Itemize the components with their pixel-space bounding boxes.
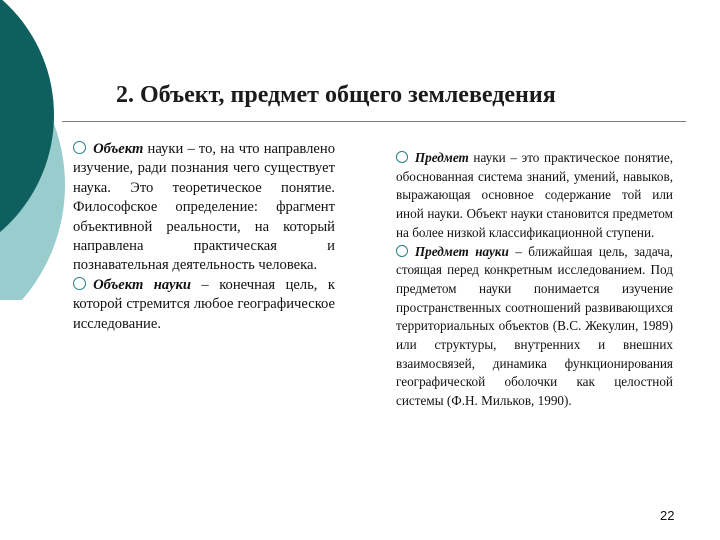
- left-bullet-1-term: Объект: [93, 141, 144, 157]
- left-column: [73, 140, 335, 334]
- left-bullet-2-text: – конечная цель, к которой стремится любое географическое исследование.: [73, 276, 335, 332]
- page-number: 22: [660, 508, 675, 523]
- right-column: [396, 149, 673, 411]
- left-bullet-1: [73, 140, 335, 276]
- right-bullet-2-term: Предмет науки: [414, 243, 509, 259]
- right-bullet-1-text: науки – это практическое понятие, обоснованная система знаний, умений, навыков, выражающая основное содержание той или иной науки. Объект науки становится предметом на более низкой классификационной ступени.: [396, 150, 673, 240]
- circle-bullet-icon: [73, 277, 86, 290]
- left-bullet-2: [73, 276, 335, 334]
- decorative-circles: [0, 0, 70, 300]
- left-bullet-2-term: Объект науки: [93, 276, 191, 293]
- right-bullet-1: [396, 149, 673, 243]
- right-bullet-1-term: Предмет: [414, 150, 469, 165]
- circle-bullet-icon: [396, 151, 408, 163]
- title-divider: [62, 121, 686, 122]
- right-bullet-2-text: – ближайшая цель, задача, стоящая перед конкретным исследованием. Под предметом науки понимается изучение пространственных соотношений развивающихся территориальных объектов (В.С. Жекулин, 1989) или структуры, внутренних и внешних взаимосвязей, динамика функционирования географической оболочки как целостной системы (Ф.Н. Мильков, 1990).: [396, 243, 673, 409]
- left-bullet-1-text: науки – то, на что направлено изучение, ради познания чего существует наука. Это теоретическое понятие. Философское определение: фрагмент объективной реальности, на который направлена практическая и познавательная деятельность человека.: [73, 141, 335, 274]
- slide-title: 2. Объект, предмет общего землеведения: [116, 82, 556, 108]
- right-bullet-2: [396, 243, 673, 411]
- circle-bullet-icon: [73, 141, 86, 154]
- circle-bullet-icon: [396, 245, 408, 257]
